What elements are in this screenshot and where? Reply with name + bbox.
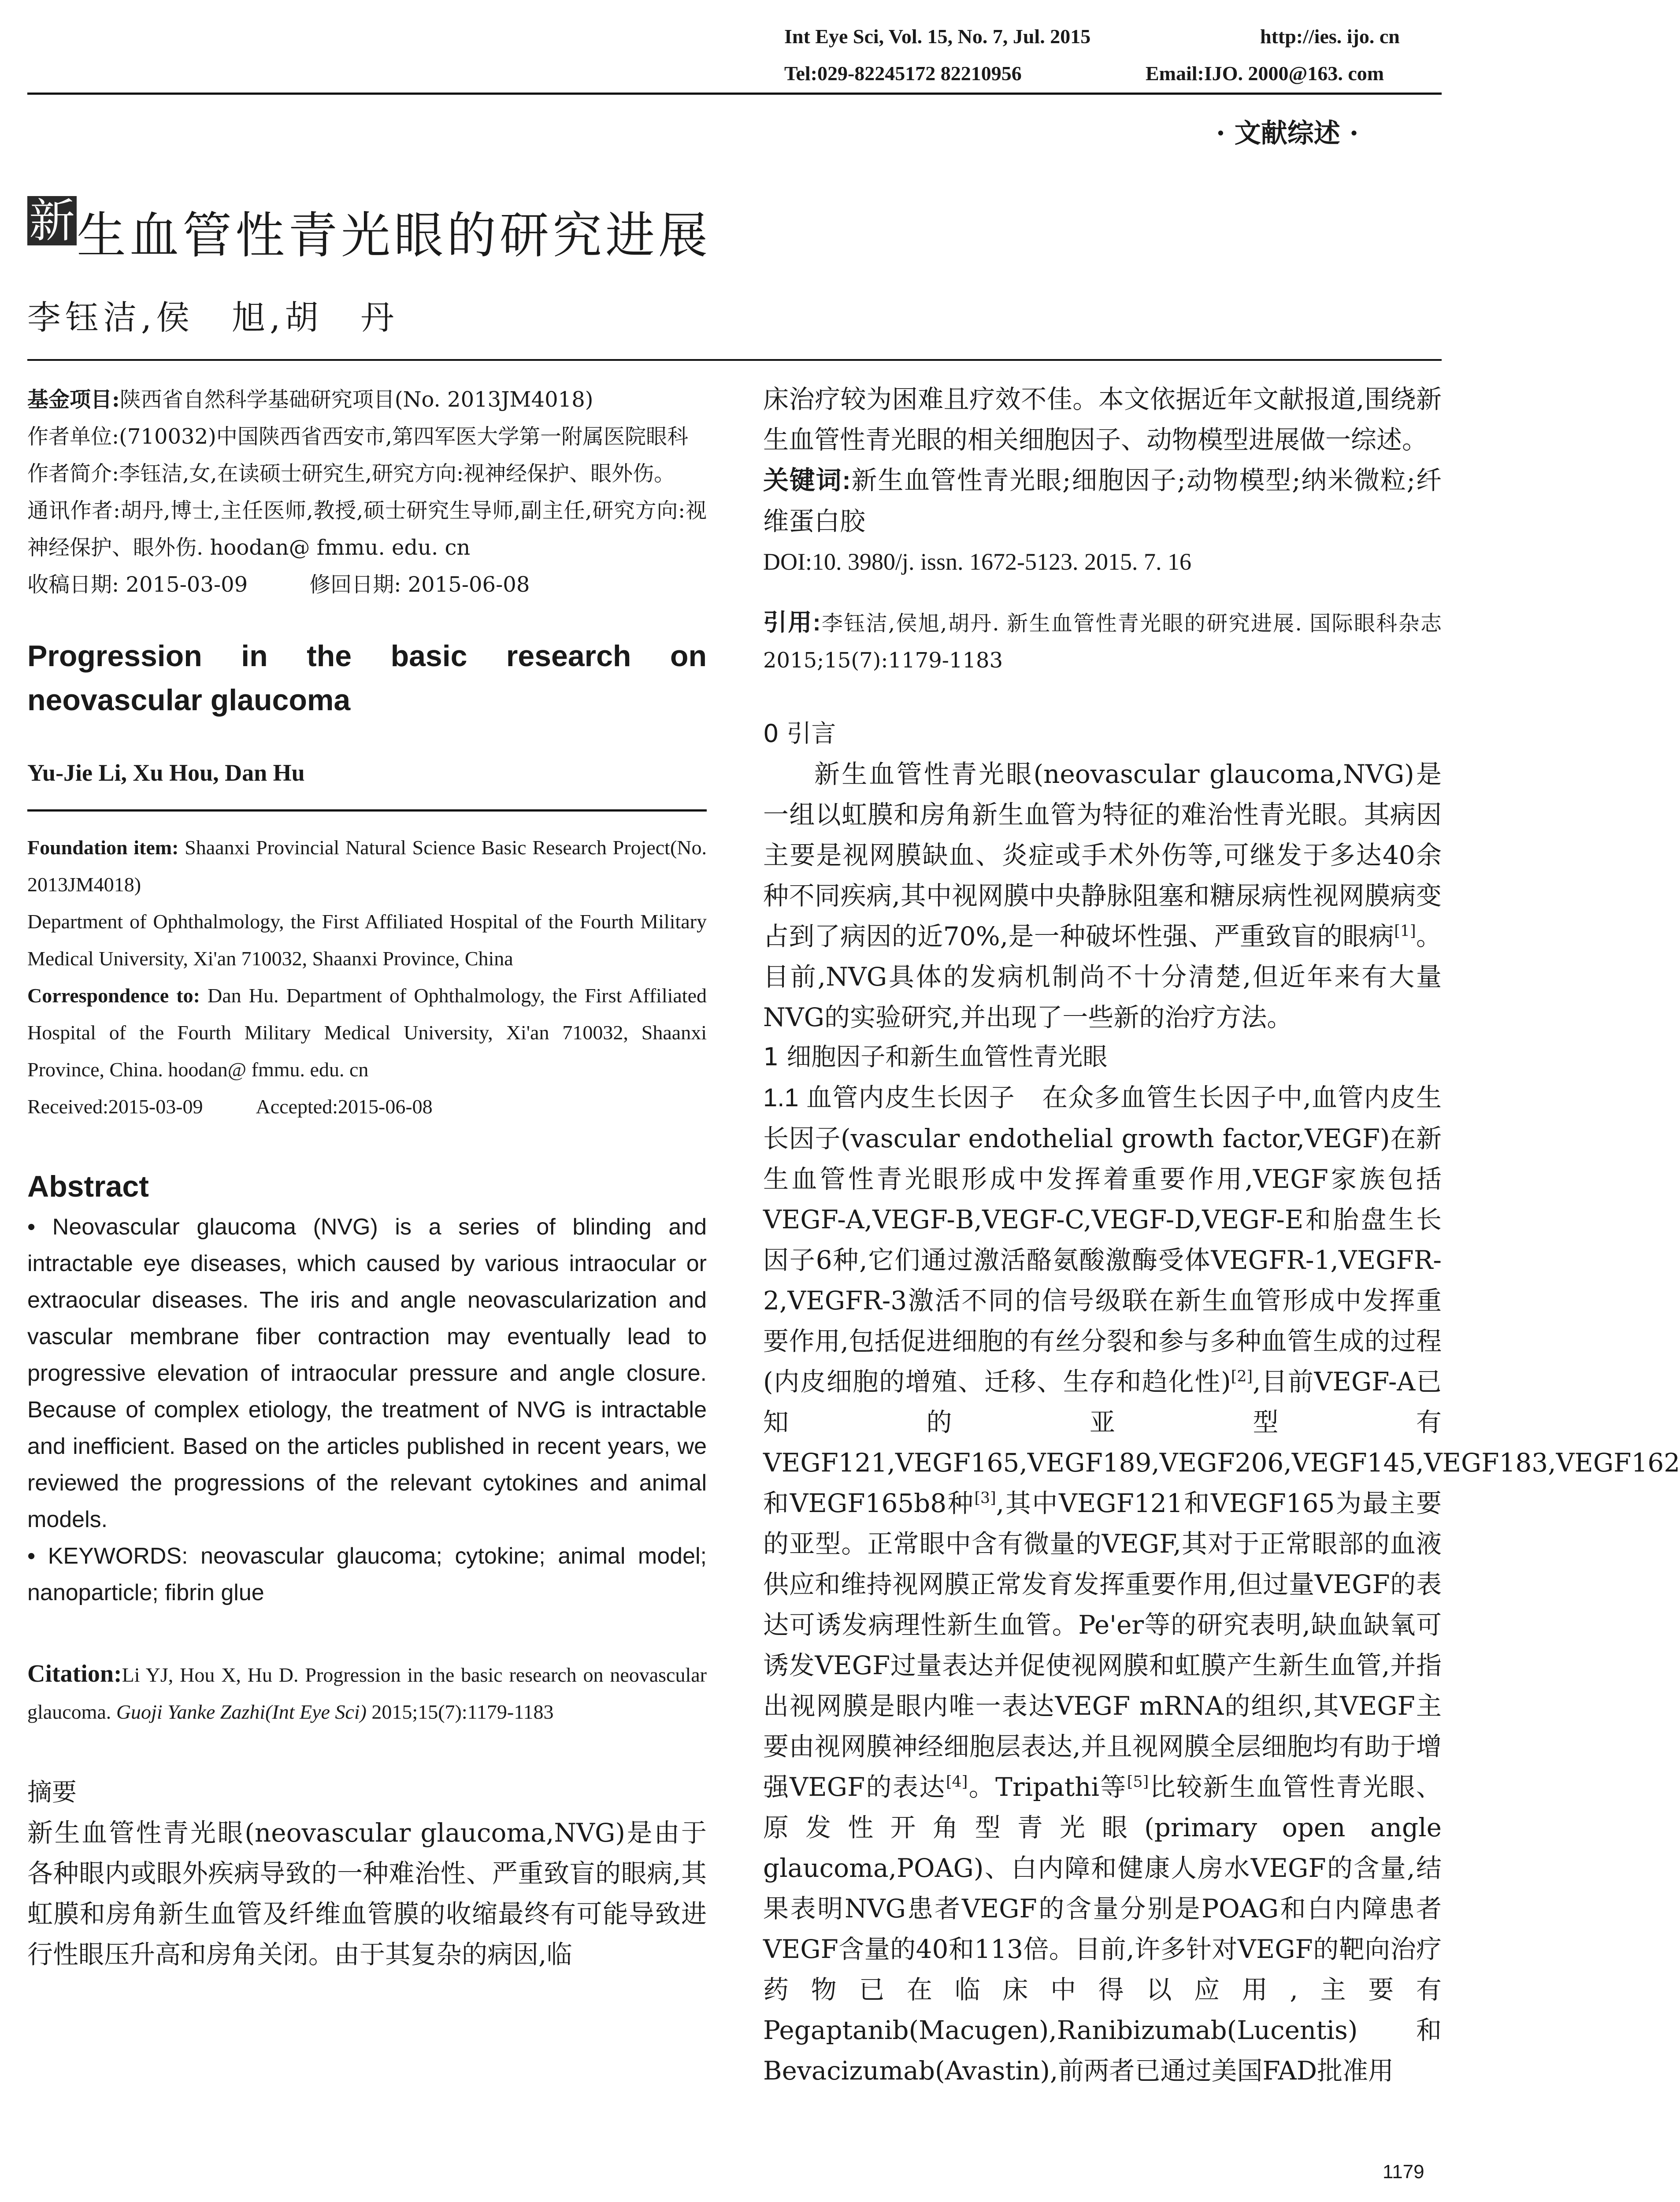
keywords-en: • KEYWORDS: neovascular glaucoma; cytokine; animal model; nanoparticle; fibrin glue — [27, 1543, 707, 1605]
section-1-heading: 1 细胞因子和新生血管性青光眼 — [763, 1043, 1108, 1071]
cn-abstract-text: 新生血管性青光眼(neovascular glaucoma,NVG)是由于各种眼内或眼外疾病导致的一种难治性、严重致盲的眼病,其虹膜和房角新生血管及纤维血管膜的收缩最终有可能导致进行性眼压升高和房角关闭。由于其复杂的病因,临 — [27, 1818, 707, 1969]
dates-en: Received:2015-03-09 Accepted:2015-06-08 — [27, 1095, 433, 1118]
english-title: Progression in the basic research on neovascular glaucoma — [27, 639, 707, 717]
english-authors: Yu-Jie Li, Xu Hou, Dan Hu — [27, 760, 305, 786]
journal-tel: Tel:029-82245172 82210956 — [784, 62, 1022, 85]
journal-url[interactable]: http://ies. ijo. cn — [1260, 25, 1400, 48]
department-en: Department of Ophthalmology, the First Affiliated Hospital of the Fourth Military Medical University, Xi'an 710032, Shaanxi Province, China — [27, 910, 707, 970]
cn-abstract-heading: 摘要 — [27, 1778, 77, 1807]
correspondence-en: Correspondence to: Dan Hu. Department of Ophthalmology, the First Affiliated Hospital of the Fourth Military Medical University, Xi'an 710032, Shaanxi Province, China. hoodan@ fmmu. edu. cn — [27, 984, 707, 1081]
title-first-char: 新 — [27, 196, 77, 245]
keywords-cn: 关键词:新生血管性青光眼;细胞因子;动物模型;纳米微粒;纤维蛋白胶 — [763, 465, 1442, 536]
dates-cn: 收稿日期: 2015-03-09 修回日期: 2015-06-08 — [27, 572, 530, 597]
right-column — [763, 379, 1680, 2091]
left-column — [27, 381, 707, 1975]
intro-paragraph: 新生血管性青光眼(neovascular glaucoma,NVG)是一组以虹膜和房角新生血管为特征的难治性青光眼。其病因主要是视网膜缺血、炎症或手术外伤等,可继发于多达40余种不同疾病,其中视网膜中央静脉阻塞和糖尿病性视网膜病变占到了病因的近70%,是一种破坏性强、严重致盲的眼病[1]。目前,NVG具体的发病机制尚不十分清楚,但近年来有大量NVG的实验研究,并出现了一些新的治疗方法。 — [763, 759, 1442, 1032]
section-1-1-heading: 1.1 血管内皮生长因子 — [763, 1083, 1015, 1112]
section-tag: · 文献综述 · — [1216, 118, 1359, 149]
section-0-heading: 0 引言 — [763, 719, 836, 748]
cite-cn: 引用:李钰洁,侯旭,胡丹. 新生血管性青光眼的研究进展. 国际眼科杂志 2015;15(7):1179-1183 — [763, 609, 1442, 673]
journal-citation: Int Eye Sci, Vol. 15, No. 7, Jul. 2015 — [784, 25, 1091, 48]
meta-block — [27, 381, 707, 603]
abstract-heading: Abstract — [27, 1170, 149, 1203]
foundation-cn: 基金项目:陕西省自然科学基础研究项目(No. 2013JM4018) — [27, 387, 593, 412]
journal-email[interactable]: Email:IJO. 2000@163. com — [1146, 62, 1384, 85]
english-meta — [27, 829, 707, 1125]
abstract-body — [27, 1209, 707, 1611]
page-title — [27, 196, 711, 267]
page-number: 1179 — [1383, 2161, 1424, 2183]
correspondence-cn: 通讯作者:胡丹,博士,主任医师,教授,硕士研究生导师,副主任,研究方向:视神经保护、眼外伤. hoodan@ fmmu. edu. cn — [27, 498, 707, 560]
header-rule — [27, 93, 1442, 95]
section-1-1-paragraph: 1.1 血管内皮生长因子 在众多血管生长因子中,血管内皮生长因子(vascular endothelial growth factor,VEGF)在新生血管性青光眼形成中发挥着重要作用,VEGF家族包括VEGF-A,VEGF-B,VEGF-C,VEGF-D,VEGF-E和胎盘生长因子6种,它们通过激活酪氨酸激酶受体VEGFR-1,VEGFR-2,VEGFR-3激活不同的信号级联在新生血管形成中发挥重要作用,包括促进细胞的有丝分裂和参与多种血管生成的过程(内皮细胞的增殖、迁移、生存和趋化性)[2],目前VEGF-A已知的亚型有VEGF121,VEGF165,VEGF189,VEGF206,VEGF145,VEGF183,VEGF162和VEGF165b8种[3],其中VEGF121和VEGF165为最主要的亚型。正常眼中含有微量的VEGF,其对于正常眼部的血液供应和维持视网膜正常发育发挥重要作用,但过量VEGF的表达可诱发病理性新生血管。Pe'er等的研究表明,缺血缺氧可诱发VEGF过量表达并促使视网膜和虹膜产生新生血管,并指出视网膜是眼内唯一表达VEGF mRNA的组织,其VEGF主要由视网膜神经细胞层表达,并且视网膜全层细胞均有助于增强VEGF的表达[4]。Tripathi等[5]比较新生血管性青光眼、原发性开角型青光眼(primary open angle glaucoma,POAG)、白内障和健康人房水VEGF的含量,结果表明NVG患者VEGF的含量分别是POAG和白内障患者VEGF含量的40和113倍。目前,许多针对VEGF的靶向治疗药物已在临床中得以应用,主要有Pegaptanib(Macugen),Ranibizumab(Lucentis)和Bevacizumab(Avastin),前两者已通过美国FAD批准用 — [763, 1082, 1680, 2086]
citation-en: Citation:Li YJ, Hou X, Hu D. Progression in the basic research on neovascular glaucoma. Guoji Yanke Zazhi(Int Eye Sci) 2015;15(7):1179-1183 — [27, 1660, 707, 1723]
title-rule — [27, 359, 1442, 361]
abstract-text: • Neovascular glaucoma (NVG) is a series of blinding and intractable eye diseases, which caused by various intraocular or extraocular diseases. The iris and angle neovascularization and vascular membrane fiber contraction may eventually lead to progressive elevation of intraocular pressure and angle closure. Because of complex etiology, the treatment of NVG is intractable and inefficient. Based on the articles published in recent years, we reviewed the progressions of the relevant cytokines and animal models. — [27, 1214, 707, 1532]
foundation-en: Foundation item: Shaanxi Provincial Natural Science Basic Research Project(No. 2013JM4018) — [27, 836, 707, 896]
title-text: 生血管性青光眼的研究进展 — [77, 207, 711, 264]
authors-rule — [27, 809, 707, 812]
affiliation-cn: 作者单位:(710032)中国陕西省西安市,第四军医大学第一附属医院眼科 — [27, 424, 689, 449]
authors-cn: 李钰洁,侯 旭,胡 丹 — [27, 298, 399, 337]
doi[interactable]: DOI:10. 3980/j. issn. 1672-5123. 2015. 7. 16 — [763, 549, 1191, 575]
cn-abstract-continued: 床治疗较为困难且疗效不佳。本文依据近年文献报道,围绕新生血管性青光眼的相关细胞因子、动物模型进展做一综述。 — [763, 384, 1442, 455]
author-bio-cn: 作者简介:李钰洁,女,在读硕士研究生,研究方向:视神经保护、眼外伤。 — [27, 461, 675, 486]
